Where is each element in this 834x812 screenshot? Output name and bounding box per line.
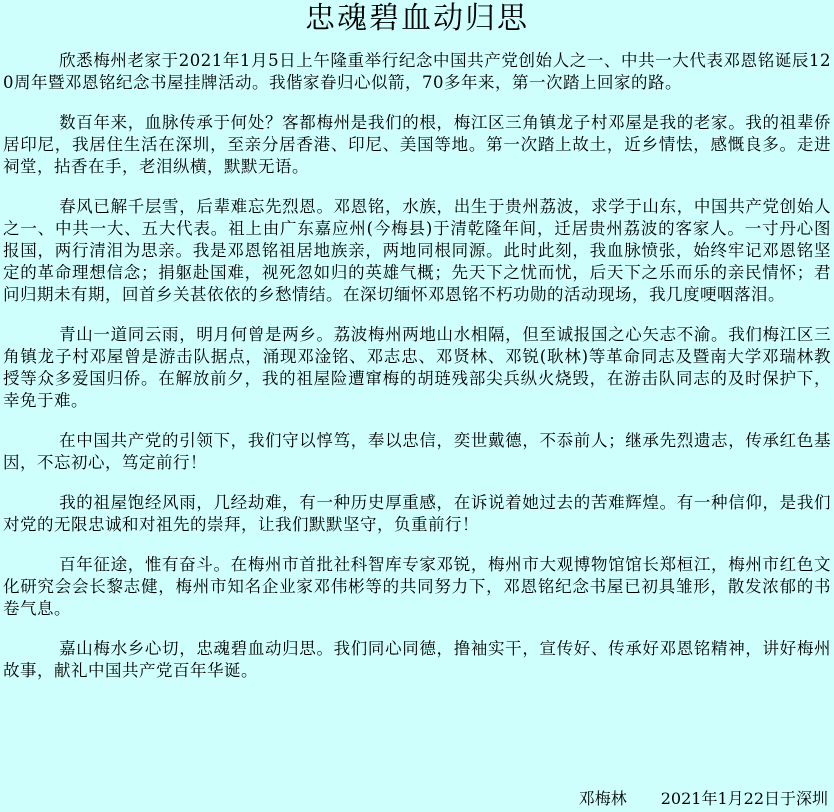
signature-date: 2021年1月22日于深圳 <box>660 789 828 808</box>
paragraph-8: 嘉山梅水乡心切，忠魂碧血动归思。我们同心同德，撸袖实干，宣传好、传承好邓恩铭精神，讲好梅州故事，献礼中国共产党百年华诞。 <box>3 639 831 680</box>
document-title: 忠魂碧血动归思 <box>305 1 529 36</box>
paragraph-5: 在中国共产党的引领下，我们守以惇笃，奉以忠信，奕世戴德，不忝前人；继承先烈遗志，传承红色基因，不忘初心，笃定前行！ <box>3 431 831 472</box>
paragraph-2: 数百年来，血脉传承于何处？客都梅州是我们的根，梅江区三角镇龙子村邓屋是我的老家。我的祖辈侨居印尼，我居住生活在深圳，至亲分居香港、印尼、美国等地。第一次踏上故土，近乡情怯，感慨良多。走进祠堂，拈香在手，老泪纵横，默默无语。 <box>3 113 831 176</box>
paragraph-1: 欣悉梅州老家于2021年1月5日上午隆重举行纪念中国共产党创始人之一、中共一大代表邓恩铭诞辰120周年暨邓恩铭纪念书屋挂牌活动。我偕家眷归心似箭，70多年来，第一次踏上回家的路。 <box>3 51 831 92</box>
paragraph-3: 春风已解千层雪，后辈难忘先烈恩。邓恩铭，水族，出生于贵州荔波，求学于山东，中国共产党创始人之一、中共一大、五大代表。祖上由广东嘉应州(今梅县)于清乾隆年间，迁居贵州荔波的客家人。一寸丹心图报国，两行清泪为思亲。我是邓恩铭祖居地族亲，两地同根同源。此时此刻，我血脉愤张，始终牢记邓恩铭坚定的革命理想信念；捐躯赴国难，视死忽如归的英雄气概；先天下之忧而忧，后天下之乐而乐的亲民情怀；君问归期未有期，回首乡关甚依依的乡愁情结。在深切缅怀邓恩铭不朽功勋的活动现场，我几度哽咽落泪。 <box>3 197 831 304</box>
paragraph-7: 百年征途，惟有奋斗。在梅州市首批社科智库专家邓锐，梅州市大观博物馆馆长郑桓江，梅州市红色文化研究会会长黎志健，梅州市知名企业家邓伟彬等的共同努力下，邓恩铭纪念书屋已初具雏形，散发浓郁的书卷气息。 <box>3 555 831 618</box>
paragraph-6: 我的祖屋饱经风雨，几经劫难，有一种历史厚重感，在诉说着她过去的苦难辉煌。有一种信仰，是我们对党的无限忠诚和对祖先的崇拜，让我们默默坚守，负重前行！ <box>3 493 831 534</box>
signature-line <box>579 788 828 810</box>
author-name: 邓梅林 <box>578 789 627 808</box>
paragraph-4: 青山一道同云雨，明月何曾是两乡。荔波梅州两地山水相隔，但至诚报国之心矢志不渝。我们梅江区三角镇龙子村邓屋曾是游击队据点，涌现邓淦铭、邓志忠、邓贤林、邓锐(耿林)等革命同志及暨南大学邓瑞林教授等众多爱国归侨。在解放前夕，我的祖屋险遭窜梅的胡琏残部尖兵纵火烧毁，在游击队同志的及时保护下，幸免于难。 <box>3 325 831 410</box>
